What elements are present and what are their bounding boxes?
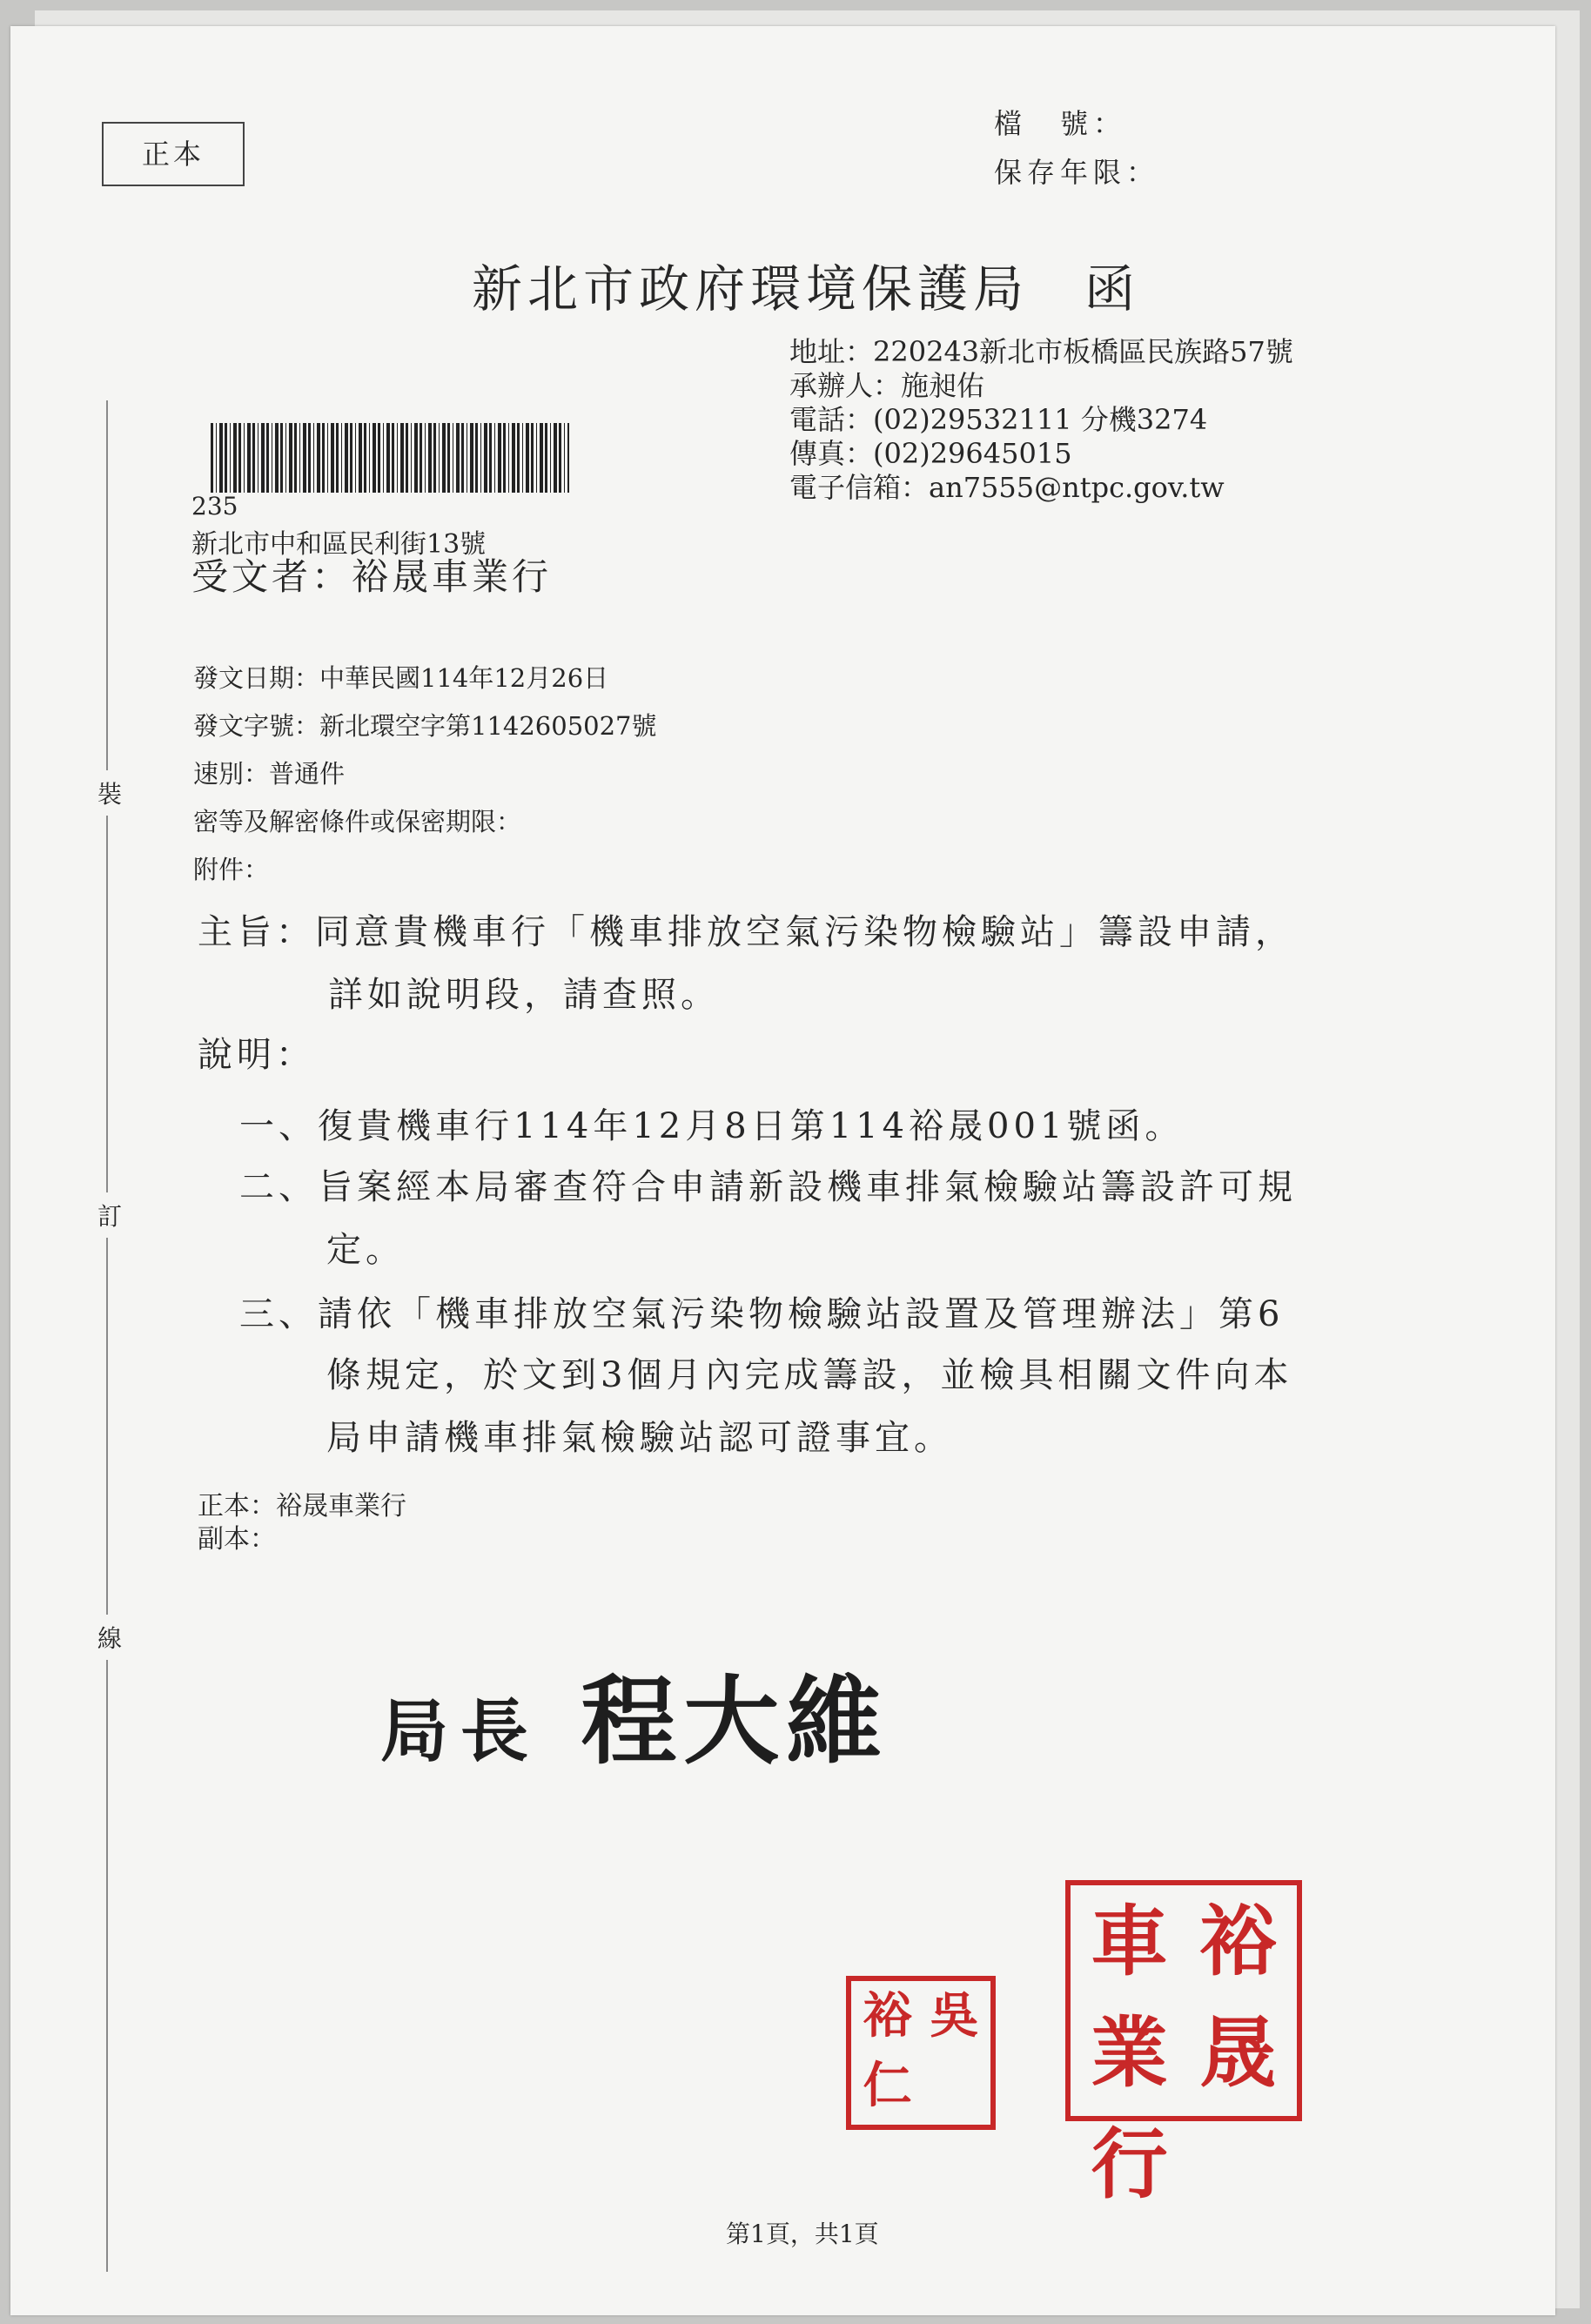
- file-number-label: 檔 號：: [994, 107, 1127, 140]
- binding-mark-bottom: 線: [97, 1615, 122, 1660]
- recipient: 受文者：裕晟車業行: [191, 555, 553, 598]
- personal-seal-left-column: 裕仁: [863, 1987, 912, 2114]
- document-title: 新北市政府環境保護局 函: [472, 259, 1141, 319]
- attachment: 附件：: [193, 855, 270, 884]
- distribution-list: [198, 1490, 406, 1556]
- agency-officer: 承辦人：施昶佑: [789, 369, 985, 402]
- company-seal: [1065, 1880, 1302, 2209]
- agency-address: 地址：220243新北市板橋區民族路57號: [789, 335, 1293, 368]
- official-letter: [10, 26, 1555, 2315]
- secrecy-level: 密等及解密條件或保密期限：: [193, 807, 522, 836]
- dispatch-date: 發文日期：中華民國114年12月26日: [193, 663, 609, 693]
- item-3-line-2: 條規定，於文到3個月內完成籌設，並檢具相關文件向本: [326, 1355, 1293, 1395]
- subject-line-1: 主旨：同意貴機車行「機車排放空氣污染物檢驗站」籌設申請，: [198, 912, 1294, 952]
- director-title: 局長: [380, 1692, 541, 1771]
- personal-seal-right-column: 吳: [930, 1987, 979, 2045]
- binding-mark-top: 裝: [97, 770, 122, 816]
- item-2-line-1: 二、旨案經本局審查符合申請新設機車排氣檢驗站籌設許可規: [239, 1167, 1297, 1207]
- item-1-line-1: 一、復貴機車行114年12月8日第114裕晟001號函。: [239, 1106, 1185, 1146]
- agency-phone: 電話：(02)29532111 分機3274: [789, 403, 1208, 436]
- explanation-heading: 說明：: [198, 1035, 315, 1075]
- director-name: 程大維: [581, 1665, 889, 1777]
- retention-label: 保存年限：: [994, 156, 1160, 189]
- recipient-address: 新北市中和區民利街13號: [191, 529, 487, 560]
- director-signature: [380, 1645, 889, 1783]
- copy-type-box: 正本: [102, 122, 245, 186]
- cc-main: 正本：裕晟車業行: [198, 1491, 406, 1521]
- binding-mark-middle: 訂: [97, 1192, 122, 1238]
- page-number: 第1頁，共1頁: [726, 2220, 879, 2248]
- dispatch-meta: [193, 655, 657, 894]
- item-2-line-2: 定。: [326, 1230, 405, 1270]
- item-3-line-3: 局申請機車排氣檢驗站認可證事宜。: [326, 1418, 953, 1458]
- agency-contact-block: [789, 335, 1293, 505]
- binding-line: [106, 400, 108, 2272]
- company-seal-right-column: 裕晟: [1199, 1896, 1277, 2098]
- cc-copy: 副本：: [198, 1524, 276, 1555]
- recipient-zip: 235: [191, 492, 238, 521]
- delivery-speed: 速別：普通件: [193, 759, 346, 789]
- personal-seal: [846, 1976, 996, 2130]
- subject-line-2: 詳如說明段，請查照。: [328, 975, 720, 1015]
- barcode: [211, 423, 569, 493]
- item-3-line-1: 三、請依「機車排放空氣污染物檢驗站設置及管理辦法」第6: [239, 1294, 1285, 1334]
- agency-email: 電子信箱：an7555@ntpc.gov.tw: [789, 471, 1225, 504]
- document-number: 發文字號：新北環空字第1142605027號: [193, 711, 657, 741]
- subject: [198, 901, 1294, 1026]
- company-seal-left-column: 車業行: [1091, 1896, 1168, 2209]
- agency-fax: 傳真：(02)29645015: [789, 437, 1072, 470]
